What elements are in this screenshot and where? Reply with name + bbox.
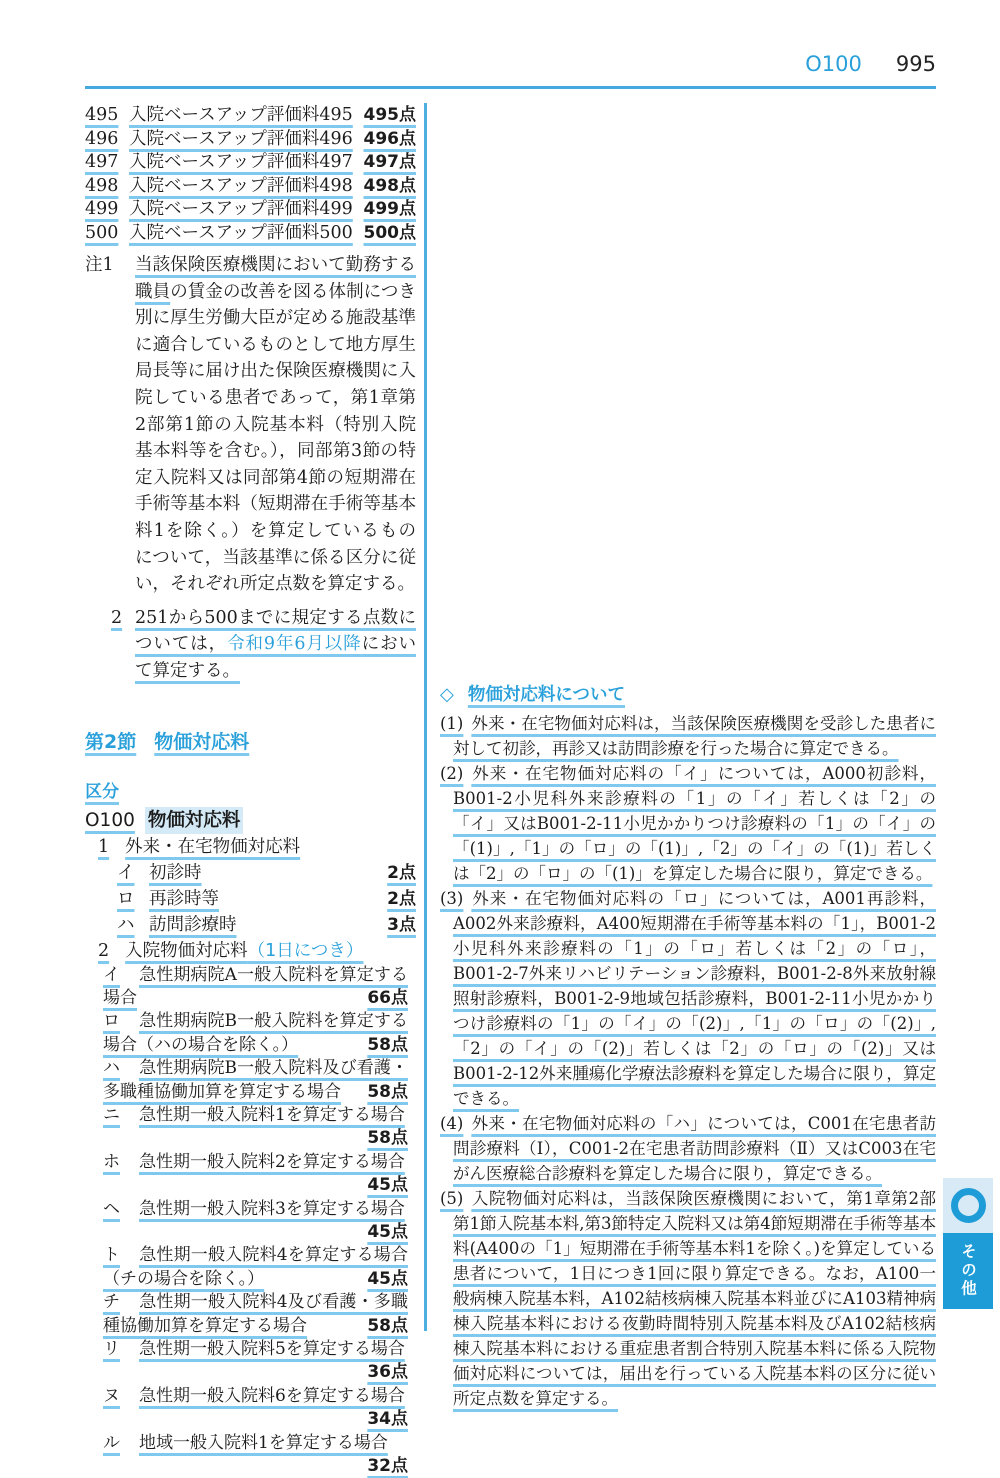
note-text: において算定する。 xyxy=(135,634,417,681)
page-number: 995 xyxy=(895,52,936,76)
section-heading xyxy=(85,729,416,755)
chapter-tab xyxy=(943,1233,993,1309)
item-label: 入院物価対応料 xyxy=(125,940,248,961)
table-row xyxy=(85,128,416,152)
fee-kana: ハ xyxy=(103,1058,120,1079)
chapter-side-tab xyxy=(943,1178,993,1309)
section-number: 第2節 xyxy=(85,730,137,753)
note-label: 2 xyxy=(111,607,123,628)
paragraph-text: 外来・在宅物価対応料は，当該保険医療機関を受診した患者に対して初診，再診又は訪問診療を行った場合に算定できる。 xyxy=(453,714,936,758)
fee-points: 36点 xyxy=(367,1362,408,1383)
column-divider xyxy=(424,103,427,1331)
code-line xyxy=(85,807,416,834)
fee-item xyxy=(85,1057,416,1104)
sub-label: 訪問診療時 xyxy=(149,914,237,935)
row-number: 495 xyxy=(85,105,119,125)
item-2 xyxy=(85,938,416,964)
note-2 xyxy=(85,605,416,685)
paragraph-number: (1) xyxy=(440,714,464,733)
row-label: 入院ベースアップ評価料495 xyxy=(129,105,353,125)
table-row xyxy=(85,222,416,246)
fee-item xyxy=(85,1244,416,1291)
row-number: 499 xyxy=(85,199,119,219)
fee-item xyxy=(85,1338,416,1385)
commentary-paragraph xyxy=(440,1111,936,1186)
sub-kana: ハ xyxy=(117,914,135,935)
category-marker-panel xyxy=(943,1178,993,1233)
fee-item xyxy=(85,964,416,1011)
baseup-rate-table xyxy=(85,104,416,245)
fee-label: 急性期一般入院料2を算定する場合 xyxy=(139,1151,405,1172)
fee-points: 45点 xyxy=(367,1268,408,1289)
code-number: O100 xyxy=(85,809,135,831)
page-header xyxy=(805,52,936,76)
fee-kana: ロ xyxy=(103,1011,120,1032)
row-label: 入院ベースアップ評価料496 xyxy=(129,128,353,149)
item-label: 外来・在宅物価対応料 xyxy=(125,836,301,857)
fee-kana: ホ xyxy=(103,1151,120,1172)
note-text: の賃金の改善を図る体制につき別に厚生労働大臣が定める施設基準に適合しているものとして地方厚生局長等に届け出た保険医療機関に入院している患者であって，第1章第2部第1節の入院基本料（特別入院基本料等を含む。），同部第3節の特定入院料又は同部第4節の短期滞在手術等基本料（短期滞在手術等基本料1を除く。）を算定しているものについて，当該基準に係る区分に従い，それぞれ所定点数を算定する。 xyxy=(135,281,417,595)
row-label: 入院ベースアップ評価料497 xyxy=(129,152,353,172)
fee-item xyxy=(85,1010,416,1057)
sub-points: 2点 xyxy=(387,862,416,883)
fee-item xyxy=(85,1385,416,1432)
fee-item xyxy=(85,1291,416,1338)
category-o-ring-icon xyxy=(951,1188,986,1223)
table-row xyxy=(85,104,416,128)
sub-points: 2点 xyxy=(387,888,416,909)
fee-points: 45点 xyxy=(367,1221,408,1242)
fee-label: 急性期一般入院料5を算定する場合 xyxy=(139,1339,405,1359)
chapter-tab-label: その他 xyxy=(959,1243,977,1299)
fee-points: 58点 xyxy=(367,1081,408,1102)
paragraph-text: 外来・在宅物価対応料の「ロ」については，A001再診料，A002外来診療料，A400短期滞在手術等基本料の「1」，B001-2小児科外来診療料の「1」の「ロ」若しくは「2」の「ロ」，B001-2-7外来リハビリテーション診療料，B001-2-8外来放射線照射診療料，B001-2-9地域包括診療料，B001-2-11小児かかりつけ診療料の「1」の「イ」の「(2)」,「1」の「ロ」の「(2)」,「2」の「イ」の「(2)」若しくは「2」の「ロ」の「(2)」又はB001-2-12外来腫瘍化学療法診療料を算定した場合に限り，算定できる。 xyxy=(453,889,936,1108)
right-column xyxy=(440,681,936,1411)
note-text: 251から500までに規定する点数については， xyxy=(135,607,416,655)
fee-label: 急性期一般入院料4を算定する場合（チの場合を除く。） xyxy=(103,1245,408,1289)
item-suffix: （1日につき） xyxy=(247,940,364,961)
paragraph-number: (5) xyxy=(440,1189,464,1208)
fee-label: 急性期一般入院料1を算定する場合 xyxy=(139,1104,405,1125)
sub-item xyxy=(85,860,416,886)
fee-label: 急性期一般入院料6を算定する場合 xyxy=(139,1385,405,1406)
fee-kana: ニ xyxy=(103,1104,120,1125)
commentary-paragraph xyxy=(440,711,936,761)
table-row xyxy=(85,151,416,175)
fee-item xyxy=(85,1151,416,1198)
fee-item xyxy=(85,1104,416,1151)
fee-points: 58点 xyxy=(367,1128,408,1149)
item-number: 1 xyxy=(98,836,110,857)
sub-label: 初診時 xyxy=(149,862,202,883)
row-label: 入院ベースアップ評価料498 xyxy=(129,175,353,196)
row-label: 入院ベースアップ評価料500 xyxy=(129,222,353,243)
sub-label: 再診時等 xyxy=(149,888,219,909)
row-number: 496 xyxy=(85,128,119,149)
paragraph-number: (4) xyxy=(440,1114,464,1133)
fee-label: 急性期病院A一般入院料を算定する場合 xyxy=(103,964,408,1008)
commentary-paragraph xyxy=(440,1186,936,1411)
fee-points: 66点 xyxy=(367,987,408,1008)
fee-kana: リ xyxy=(103,1339,120,1359)
fee-kana: ヌ xyxy=(103,1385,120,1406)
note-date-emphasis: 令和9年6月以降 xyxy=(227,634,362,655)
fee-points: 32点 xyxy=(367,1456,408,1477)
row-points: 496点 xyxy=(363,128,416,149)
commentary-paragraph xyxy=(440,761,936,886)
sub-kana: イ xyxy=(117,862,135,883)
row-label: 入院ベースアップ評価料499 xyxy=(129,199,353,219)
commentary-paragraph xyxy=(440,886,936,1111)
fee-points: 34点 xyxy=(367,1409,408,1430)
paragraph-text: 入院物価対応料は，当該保険医療機関において，第1章第2部第1節入院基本料,第3節特定入院料又は第4節短期滞在手術等基本料(A400の「1」短期滞在手術等基本料1を除く。)を算定している患者について，1日につき1回に限り算定できる。なお，A100一般病棟入院基本料，A102結核病棟入院基本料並びにA103精神病棟入院基本料における夜勤時間特別入院基本料及びA102結核病棟入院基本料における重症患者割合特別入院基本料に係る入院物価対応料については，届出を行っている入院基本料の区分に従い所定点数を算定する。 xyxy=(453,1189,936,1408)
commentary-heading xyxy=(440,681,936,709)
paragraph-number: (3) xyxy=(440,889,464,908)
paragraph-text: 外来・在宅物価対応料の「イ」については，A000初診料，B001-2小児科外来診療料の「1」の「イ」若しくは「2」の「イ」又はB001-2-11小児かかりつけ診療料の「1」の「イ」の「(1)」,「1」の「ロ」の「(1)」,「2」の「イ」の「(1)」若しくは「2」の「ロ」の「(1)」を算定した場合に限り，算定できる。 xyxy=(453,764,936,883)
sub-points: 3点 xyxy=(387,914,416,935)
kubun-label: 区分 xyxy=(85,781,119,802)
table-row xyxy=(85,198,416,222)
fee-points: 58点 xyxy=(367,1034,408,1055)
fee-item xyxy=(85,1198,416,1245)
fee-kana: チ xyxy=(103,1292,120,1313)
header-rule xyxy=(85,86,936,89)
fee-label: 急性期一般入院料4及び看護・多職種協働加算を算定する場合 xyxy=(103,1292,408,1336)
fee-kana: イ xyxy=(103,964,120,985)
row-number: 498 xyxy=(85,175,119,196)
note-text-underlined: 当該保険医療機関において勤務する職員 xyxy=(135,255,416,302)
section-title: 物価対応料 xyxy=(154,730,250,753)
row-points: 495点 xyxy=(363,105,416,125)
item-number: 2 xyxy=(98,940,110,961)
fee-label: 地域一般入院料1を算定する場合 xyxy=(139,1432,388,1453)
row-number: 497 xyxy=(85,152,119,172)
paragraph-text: 外来・在宅物価対応料の「ハ」については，C001在宅患者訪問診療料（Ⅰ），C001-2在宅患者訪問診療料（Ⅱ）又はC003在宅がん医療総合診療料を算定した場合に限り，算定できる。 xyxy=(453,1114,936,1183)
fee-kana: ヘ xyxy=(103,1198,120,1219)
fee-label: 急性期病院B一般入院料及び看護・多職種協働加算を算定する場合 xyxy=(103,1058,408,1102)
sub-item xyxy=(85,886,416,912)
left-column xyxy=(85,104,416,1478)
note-label: 注1 xyxy=(85,255,114,275)
diamond-icon: ◇ xyxy=(440,684,454,705)
row-points: 499点 xyxy=(363,199,416,219)
sub-item xyxy=(85,912,416,938)
row-points: 497点 xyxy=(363,152,416,172)
paragraph-number: (2) xyxy=(440,764,464,783)
row-points: 498点 xyxy=(363,175,416,196)
fee-label: 急性期病院B一般入院料を算定する場合（ハの場合を除く。） xyxy=(103,1011,408,1055)
fee-kana: ル xyxy=(103,1432,120,1453)
item-1 xyxy=(85,834,416,860)
table-row xyxy=(85,175,416,199)
note-1 xyxy=(85,252,416,598)
row-number: 500 xyxy=(85,222,119,243)
fee-label: 急性期一般入院料3を算定する場合 xyxy=(139,1198,405,1219)
fee-points: 58点 xyxy=(367,1315,408,1336)
row-points: 500点 xyxy=(363,222,416,243)
commentary-heading-text: 物価対応料について xyxy=(467,685,625,705)
fee-kana: ト xyxy=(103,1245,120,1266)
sub-kana: ロ xyxy=(117,888,135,909)
fee-item xyxy=(85,1432,416,1478)
header-section-code: O100 xyxy=(805,52,862,76)
fee-points: 45点 xyxy=(367,1175,408,1196)
code-title-highlighted: 物価対応料 xyxy=(145,807,244,834)
